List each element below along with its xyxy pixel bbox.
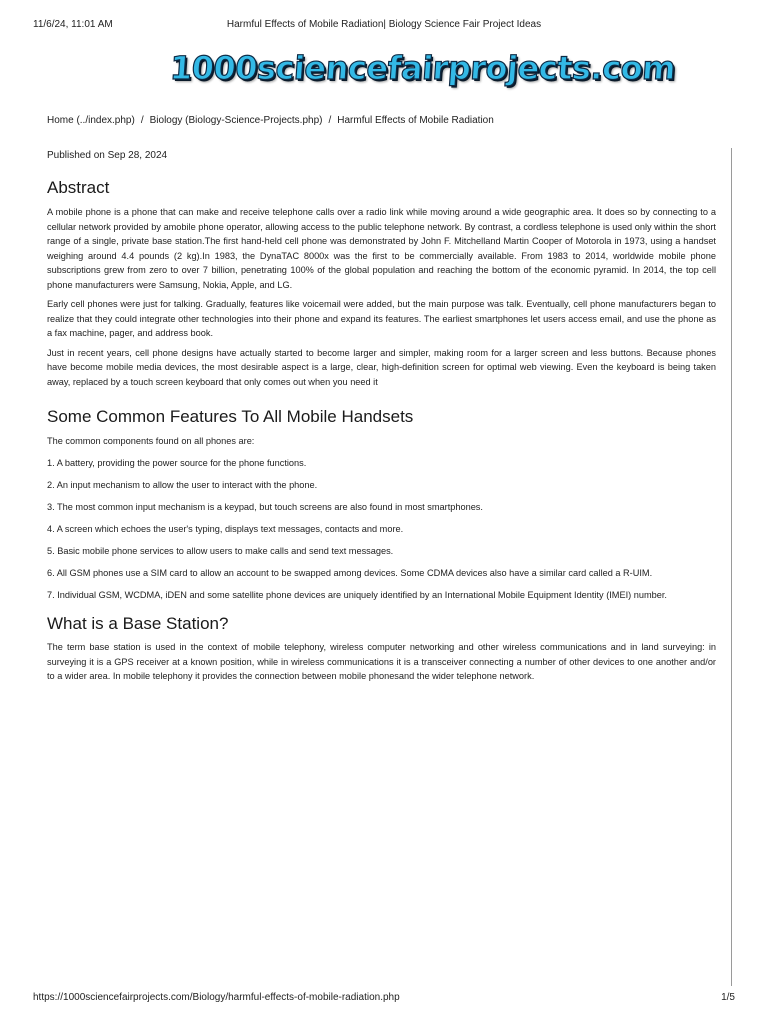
print-datetime: 11/6/24, 11:01 AM — [33, 19, 113, 30]
base-station-section — [47, 613, 716, 684]
feature-list-item: 3. The most common input mechanism is a keypad, but touch screens are also found in most smartphones. — [47, 502, 483, 512]
page-divider-line — [731, 148, 732, 986]
feature-list-item: 4. A screen which echoes the user's typing, displays text messages, contacts and more. — [47, 524, 404, 534]
abstract-heading: Abstract — [47, 178, 110, 197]
abstract-paragraph: A mobile phone is a phone that can make and receive telephone calls over a radio link while moving around a wide geographic area. It does so by connecting to a cellular network provided by amobile phone operator, allowing access to the public telephone network. By contrast, a cordless telephone is used only within the short range of a single, private base station.The first hand-held cell phone was demonstrated by John F. Mitchelland Martin Cooper of Motorola in 1973, using a handset weighing around 4.4 pounds (2 kg).In 1983, the DynaTAC 8000x was the first to be commercially available. From 1983 to 2014, worldwide mobile phone subscriptions grew from zero to over 7 billion, penetrating 100% of the global population and reaching the bottom of the economic pyramid. In 2014, the top cell phone manufacturers were Samsung, Nokia, Apple, and LG. — [47, 207, 716, 290]
breadcrumb-biology-link[interactable]: Biology (Biology-Science-Projects.php) — [149, 115, 323, 126]
breadcrumb-separator: / — [140, 115, 144, 126]
features-heading: Some Common Features To All Mobile Handsets — [47, 407, 414, 426]
breadcrumb-current: Harmful Effects of Mobile Radiation — [337, 115, 494, 126]
feature-list-item: 1. A battery, providing the power source for the phone functions. — [47, 458, 307, 468]
published-date: Published on Sep 28, 2024 — [47, 150, 168, 161]
page-number: 1/5 — [721, 992, 735, 1003]
feature-list-item: 6. All GSM phones use a SIM card to allow an account to be swapped among devices. Some CDMA devices also have a similar card called a R-UIM. — [47, 568, 653, 578]
print-page-title: Harmful Effects of Mobile Radiation| Biology Science Fair Project Ideas — [226, 19, 542, 30]
features-intro: The common components found on all phones are: — [47, 436, 255, 446]
feature-list-item: 7. Individual GSM, WCDMA, iDEN and some satellite phone devices are uniquely identified by an International Mobile Equipment Identity (IMEI) number. — [47, 590, 667, 600]
breadcrumb-separator: / — [328, 115, 332, 126]
feature-list-item: 5. Basic mobile phone services to allow users to make calls and send text messages. — [47, 546, 394, 556]
breadcrumb-home-link[interactable]: Home (../index.php) — [47, 115, 135, 126]
features-section — [47, 406, 716, 602]
page-url[interactable]: https://1000sciencefairprojects.com/Biology/harmful-effects-of-mobile-radiation.php — [33, 992, 400, 1003]
feature-list-item: 2. An input mechanism to allow the user to interact with the phone. — [47, 480, 318, 490]
base-station-paragraph: The term base station is used in the context of mobile telephony, wireless computer networking and other wireless communications and in land surveying: in surveying it is a GPS receiver at a known position, while in wireless communications it is a transceiver connecting a number of other devices to one another and/or to a wider area. In mobile telephony it provides the connection between mobile phonesand the wider telephone network. — [47, 642, 716, 681]
print-header — [33, 19, 735, 33]
site-logo[interactable]: 1000sciencefairprojects.com — [168, 49, 677, 87]
abstract-section — [47, 177, 716, 389]
breadcrumb — [47, 115, 494, 126]
base-station-heading: What is a Base Station? — [47, 614, 229, 633]
abstract-paragraph: Just in recent years, cell phone designs have actually started to become larger and simpler, making room for a larger screen and less buttons. Because phones have become mobile media devices, the most desirable aspect is a large, clear, high-definition screen for optimal web viewing. Even the keyboard is being taken away, replaced by a touch screen keyboard that only comes out when you need it — [47, 347, 716, 387]
print-footer — [33, 992, 735, 1006]
abstract-paragraph: Early cell phones were just for talking. Gradually, features like voicemail were added, but the main purpose was talk. Eventually, cell phone manufacturers began to realize that they could integrate other technologies into their phone and expand its features. The earliest smartphones let users access email, and use the phone as a fax machine, pager, and address book. — [47, 299, 716, 338]
